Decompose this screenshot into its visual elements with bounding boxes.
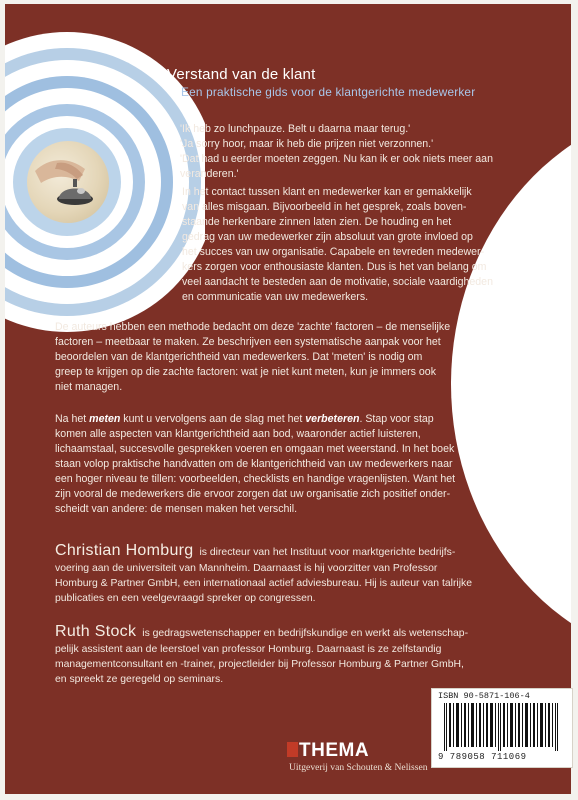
barcode-bars-icon xyxy=(444,703,562,751)
text-line xyxy=(55,412,434,427)
text-line: greep te krijgen op die zachte factoren: wat je niet kunt meten, kun je immers ook xyxy=(55,366,436,378)
book-subtitle: Een praktische gids voor de klantgerichte medewerker xyxy=(181,85,476,99)
text-line: De auteurs hebben een methode bedacht om deze 'zachte' factoren – de menselijke xyxy=(55,321,451,333)
text-line: scheidt van andere: de mensen maken het verschil. xyxy=(55,503,298,515)
text-line: van alles misgaan. Bijvoorbeeld in het gesprek, zoals boven- xyxy=(182,201,467,213)
quote-line: 'Dat had u eerder moeten zeggen. Nu kan ik er ook niets meer aan xyxy=(180,153,493,165)
author-line xyxy=(55,544,455,561)
book-back-cover xyxy=(5,4,571,794)
author-line: publicaties en een veelgevraagd spreker op congressen. xyxy=(55,593,316,604)
text-run: . Stap voor stap xyxy=(359,413,434,425)
quote-line: 'Ik heb zo lunchpauze. Belt u daarna maar terug.' xyxy=(180,123,411,135)
author-line xyxy=(55,625,468,642)
text-line: het succes van uw organisatie. Capabele en tevreden medewer- xyxy=(182,246,485,258)
ean-number: 9 789058 711069 xyxy=(438,752,527,762)
text-line: veel aandacht te besteden aan de motivatie, sociale vaardigheden xyxy=(182,276,493,288)
text-run: is gedragswetenschapper en bedrijfskundige en werkt als wetenschap- xyxy=(142,628,469,639)
text-line: kers zorgen voor enthousiaste klanten. Dus is het van belang om xyxy=(182,261,487,273)
author-line: managementconsultant en -trainer, projectleider bij Professor Homburg & Partner GmbH, xyxy=(55,659,464,670)
text-line: en communicatie van uw medewerkers. xyxy=(182,291,369,303)
text-line: In het contact tussen klant en medewerker kan er gemakkelijk xyxy=(182,186,472,198)
text-run: Na het xyxy=(55,413,90,425)
quote-line: veranderen.' xyxy=(180,168,239,180)
logo-square-icon xyxy=(287,742,298,757)
emphasis-verbeteren: verbeteren xyxy=(305,413,360,425)
text-line: staande herkenbare zinnen laten zien. De houding en het xyxy=(182,216,452,228)
hotel-bell-photo xyxy=(27,141,109,223)
logo-wordmark: THEMA xyxy=(299,740,370,761)
book-title: Verstand van de klant xyxy=(167,66,316,83)
bell-icon xyxy=(27,141,109,223)
text-line: niet managen. xyxy=(55,381,123,393)
barcode xyxy=(431,688,573,768)
text-line: factoren – meetbaar te maken. Ze beschrijven een systematische aanpak voor het xyxy=(55,336,441,348)
emphasis-meten: meten xyxy=(89,413,121,425)
author-line: pelijk assistent aan de leerstoel van professor Homburg. Daarnaast is ze zelfstandig xyxy=(55,644,442,655)
author-name: Christian Homburg xyxy=(55,542,194,559)
quote-line: 'Ja sorry hoor, maar ik heb die prijzen niet verzonnen.' xyxy=(180,138,434,150)
text-line: een hoger niveau te tillen: voorbeelden, checklists en handige vragenlijsten. Want het xyxy=(55,473,456,485)
author-line: en spreekt ze geregeld op seminars. xyxy=(55,674,224,685)
text-line: zijn vooral de medewerkers die ervoor zorgen dat uw organisatie zich positief onder- xyxy=(55,488,451,500)
publisher-name: Uitgeverij van Schouten & Nelissen xyxy=(289,762,428,773)
isbn-label: ISBN 90-5871-106-4 xyxy=(438,691,530,701)
author-line: voering aan de universiteit van Mannheim. Daarnaast is hij voorzitter van Professor xyxy=(55,563,438,574)
text-run: kunt u vervolgens aan de slag met het xyxy=(120,413,306,425)
text-line: komen alle aspecten van klantgerichtheid aan bod, waaronder actief luisteren, xyxy=(55,428,421,440)
author-name: Ruth Stock xyxy=(55,623,137,640)
text-line: staan volop praktische handvatten om de klantgerichtheid van uw medewerkers naar xyxy=(55,458,453,470)
text-line: gedrag van uw medewerker zijn absoluut van grote invloed op xyxy=(182,231,473,243)
text-run: is directeur van het Instituut voor marktgerichte bedrijfs- xyxy=(199,547,456,558)
author-line: Homburg & Partner GmbH, een internationaal actief adviesbureau. Hij is auteur van talrijke xyxy=(55,578,472,589)
text-line: beoordelen van de klantgerichtheid van medewerkers. Dat 'meten' is nodig om xyxy=(55,351,423,363)
text-line: lichaamstaal, succesvolle gesprekken voeren en omgaan met weerstand. In het boek xyxy=(55,443,455,455)
